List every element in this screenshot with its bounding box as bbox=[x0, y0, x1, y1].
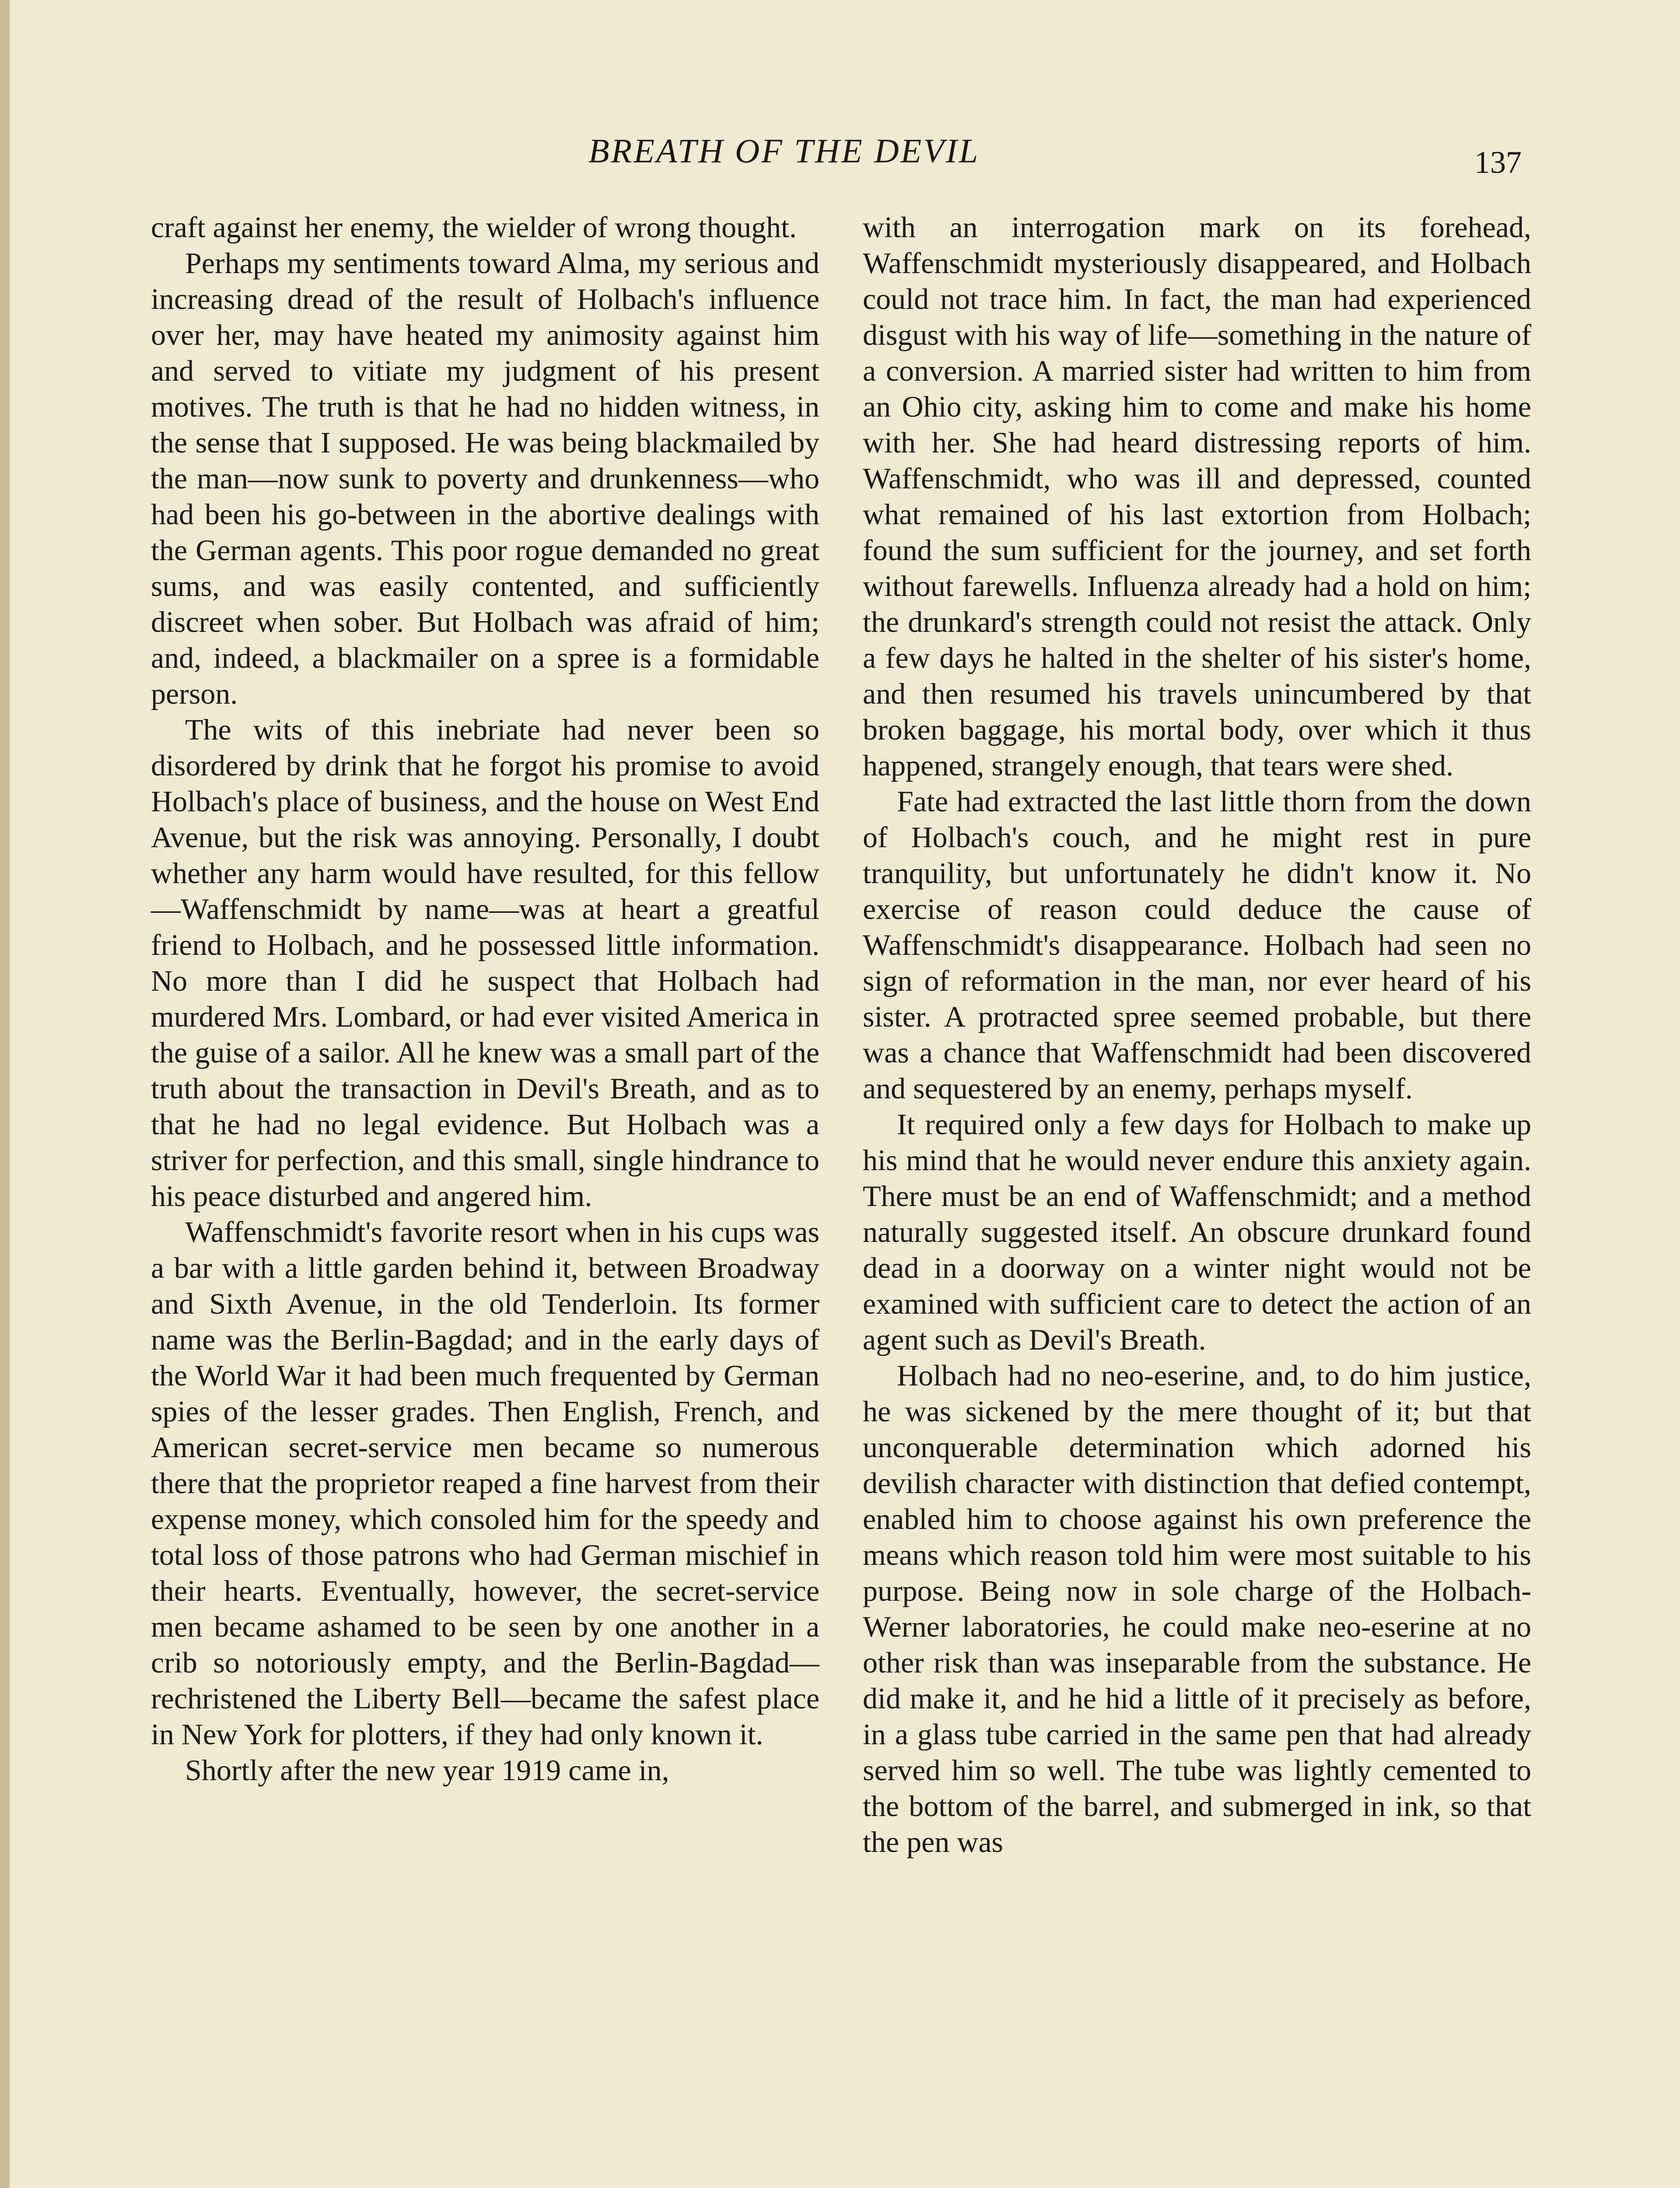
paragraph: Holbach had no neo-eserine, and, to do him justice, he was sickened by the mere thought of it; but that unconquerable determination which adorned his devilish character with distinction that defied contempt, enabled him to choose against his own preference the means which reason told him were most suitable to his purpose. Being now in sole charge of the Holbach-Werner laboratories, he could make neo-eserine at no other risk than was inseparable from the substance. He did make it, and he hid a little of it precisely as before, in a glass tube carried in the same pen that had already served him so well. The tube was lightly cemented to the bottom of the barrel, and submerged in ink, so that the pen was bbox=[863, 1359, 1531, 1858]
paragraph: Perhaps my sentiments toward Alma, my serious and increasing dread of the result of Holbach's influence over her, may have heated my animosity against him and served to vitiate my judgment of his present motives. The truth is that he had no hidden witness, in the sense that I supposed. He was being blackmailed by the man—now sunk to poverty and drunkenness—who had been his go-between in the abortive dealings with the German agents. This poor rogue demanded no great sums, and was easily contented, and sufficiently discreet when sober. But Holbach was afraid of him; and, indeed, a blackmailer on a spree is a formidable person. bbox=[151, 246, 819, 710]
paragraph: Shortly after the new year 1919 came in, bbox=[185, 1753, 669, 1787]
page-number: 137 bbox=[1474, 145, 1522, 180]
page-header bbox=[0, 131, 1680, 184]
left-column bbox=[151, 209, 819, 1788]
paragraph: craft against her enemy, the wielder of wrong thought. bbox=[151, 210, 797, 244]
right-column bbox=[863, 209, 1531, 1860]
paragraph: Fate had extracted the last little thorn from the down of Holbach's couch, and he might rest in pure tranquility, but unfortunately he didn't know it. No exercise of reason could deduce the cause of Waffenschmidt's disappearance. Holbach had seen no sign of reformation in the man, nor ever heard of his sister. A protracted spree seemed probable, but there was a chance that Waffenschmidt had been discovered and sequestered by an enemy, perhaps myself. bbox=[863, 785, 1531, 1105]
paragraph: with an interrogation mark on its forehead, Waffenschmidt mysteriously disappeared, and Holbach could not trace him. In fact, the man had experienced disgust with his way of life—something in the nature of a conversion. A married sister had written to him from an Ohio city, asking him to come and make his home with her. She had heard distressing reports of him. Waffenschmidt, who was ill and depressed, counted what remained of his last extortion from Holbach; found the sum sufficient for the journey, and set forth without farewells. Influenza already had a hold on him; the drunkard's strength could not resist the attack. Only a few days he halted in the shelter of his sister's home, and then resumed his travels unincumbered by that broken baggage, his mortal body, over which it thus happened, strangely enough, that tears were shed. bbox=[863, 210, 1531, 782]
paragraph: The wits of this inebriate had never been so disordered by drink that he forgot his promise to avoid Holbach's place of business, and the house on West End Avenue, but the risk was annoying. Personally, I doubt whether any harm would have resulted, for this fellow—Waffenschmidt by name—was at heart a greatful friend to Holbach, and he possessed little information. No more than I did he suspect that Holbach had murdered Mrs. Lombard, or had ever visited America in the guise of a sailor. All he knew was a small part of the truth about the transaction in Devil's Breath, and as to that he had no legal evidence. But Holbach was a striver for perfection, and this small, single hindrance to his peace disturbed and angered him. bbox=[151, 713, 819, 1213]
corner-speckle bbox=[1623, 0, 1680, 33]
paragraph: Waffenschmidt's favorite resort when in his cups was a bar with a little garden behind it, between Broadway and Sixth Avenue, in the old Tenderloin. Its former name was the Berlin-Bagdad; and in the early days of the World War it had been much frequented by German spies of the lesser grades. Then English, French, and American secret-service men became so numerous there that the proprietor reaped a fine harvest from their expense money, which consoled him for the speedy and total loss of those patrons who had German mischief in their hearts. Eventually, however, the secret-service men became ashamed to be seen by one another in a crib so notoriously empty, and the Berlin-Bagdad—rechristened the Liberty Bell—became the safest place in New York for plotters, if they had only known it. bbox=[151, 1215, 819, 1751]
paragraph: It required only a few days for Holbach to make up his mind that he would never endure this anxiety again. There must be an end of Waffenschmidt; and a method naturally suggested itself. An obscure drunkard found dead in a doorway on a winter night would not be examined with sufficient care to detect the action of an agent such as Devil's Breath. bbox=[863, 1108, 1531, 1356]
page-edge bbox=[0, 0, 10, 2188]
running-title: BREATH OF THE DEVIL bbox=[588, 132, 980, 170]
